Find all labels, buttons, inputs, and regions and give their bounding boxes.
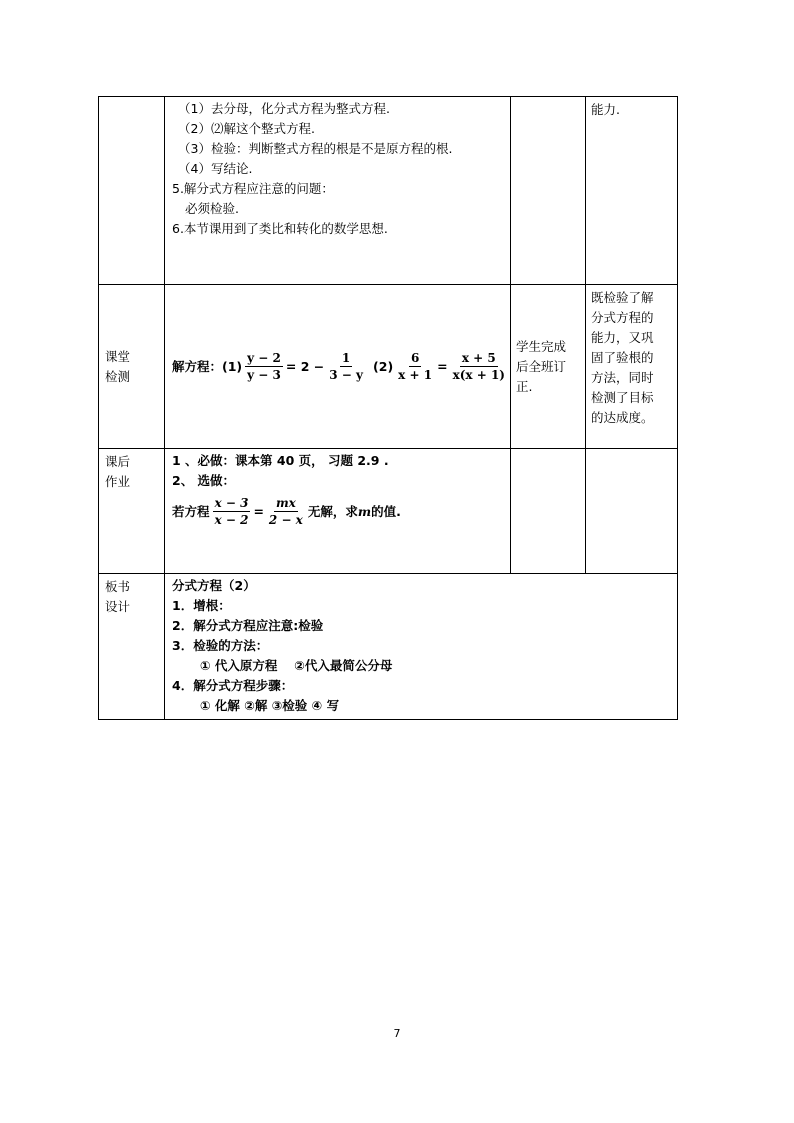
fraction-numerator: 6 [410,351,420,365]
summary-point-5: 5.解分式方程应注意的问题： [172,181,334,196]
summary-step-3: （3）检验：判断整式方程的根是不是原方程的根. [178,141,453,156]
summary-step-4: （4）写结论. [178,161,253,176]
board-design-label-cell [99,574,165,720]
homework-required: 1 、必做：课本第 40 页， 习题 2.9 . [172,453,389,468]
homework-content-cell [165,449,511,574]
homework-fraction-right [267,495,305,528]
fraction-denominator: x + 1 [398,368,433,382]
purpose-line-1: 既检验了解 [591,290,654,305]
homework-optional: 2、 选做： [172,473,236,488]
fraction-numerator: 1 [341,351,351,365]
homework-equation-tail-2: 的值. [371,503,401,519]
classroom-check-row [99,285,678,449]
classroom-check-student-cell [511,285,586,449]
summary-step-1: （1）去分母，化分式方程为整式方程. [178,101,390,116]
classroom-check-label-2: 检测 [105,368,131,384]
fraction-denominator: x(x + 1) [452,368,505,382]
purpose-line-6: 检测了目标 [591,390,654,405]
summary-student-cell [511,97,586,285]
classroom-check-purpose-cell [586,285,678,449]
board-title: 分式方程（2） [172,578,256,593]
fraction-denominator: x − 2 [214,513,249,527]
student-activity-line-2: 后全班订 [516,358,567,374]
board-item-2: 2．解分式方程应注意:检验 [172,618,324,633]
fraction-numerator: y − 2 [247,351,281,365]
lesson-plan-table [98,96,678,720]
fraction-denominator: y − 3 [247,368,281,382]
student-activity-line-1: 学生完成 [516,338,567,354]
equation-1-equals: = 2 − [285,358,325,374]
page-number: 7 [393,1027,401,1040]
board-design-content-cell [165,574,678,720]
student-activity-line-3: 正. [516,378,533,394]
homework-purpose-cell [586,449,678,574]
summary-purpose-cell [586,97,678,285]
purpose-line-7: 的达成度。 [591,410,654,425]
homework-label-2: 作业 [105,474,131,489]
homework-row [99,449,678,574]
purpose-line-2: 分式方程的 [591,310,654,325]
purpose-line-3: 能力，又巩 [591,330,654,345]
summary-label-cell [99,97,165,285]
equation-1-fraction-right [327,350,365,383]
homework-equation-lead: 若方程 [172,503,210,519]
homework-student-cell [511,449,586,574]
homework-equation [172,495,510,528]
fraction-denominator: 2 − x [268,513,303,527]
board-item-3: 3．检验的方法： [172,638,269,653]
classroom-check-label-1: 课堂 [105,348,131,364]
fraction-numerator: mx [275,496,296,510]
board-item-1: 1．增根： [172,598,231,613]
summary-content-cell [165,97,511,285]
homework-label-1: 课后 [105,454,131,469]
classroom-equations [172,350,510,383]
purpose-line-4: 固了验根的 [591,350,654,365]
fraction-numerator: x + 5 [461,351,496,365]
summary-row [99,97,678,285]
equation-lead: 解方程： [172,358,223,374]
homework-fraction-left [213,495,251,528]
homework-label-cell [99,449,165,574]
homework-equation-variable: m [357,503,372,519]
fraction-numerator: x − 3 [214,496,249,510]
board-item-4: 4．解分式方程步骤： [172,678,294,693]
board-item-4-detail: ① 化解 ②解 ③检验 ④ 写 [200,698,340,713]
summary-purpose-text: 能力. [591,102,620,117]
board-design-label-2: 设计 [105,599,131,614]
fraction-denominator: 3 − y [329,368,363,382]
equation-1-prefix: (1) [222,358,243,374]
equation-2-equals: = [437,358,448,374]
equation-2-prefix: (2) [373,358,394,374]
equation-2-fraction-left [396,350,434,383]
summary-point-5-detail: 必须检验. [185,201,239,216]
equation-2-fraction-right [451,350,507,383]
classroom-check-label-cell [99,285,165,449]
summary-step-2: （2）⑵解这个整式方程. [178,121,315,136]
classroom-check-content-cell [165,285,511,449]
purpose-line-5: 方法，同时 [591,370,654,385]
board-design-label-1: 板书 [105,579,131,594]
summary-point-6: 6.本节课用到了类比和转化的数学思想. [172,221,388,236]
homework-equation-tail-1: 无解，求 [307,503,358,519]
board-design-row [99,574,678,720]
equation-1-fraction-left [245,350,283,383]
homework-equation-equals: = [253,503,264,519]
board-item-3-detail: ① 代入原方程 ②代入最简公分母 [200,658,393,673]
